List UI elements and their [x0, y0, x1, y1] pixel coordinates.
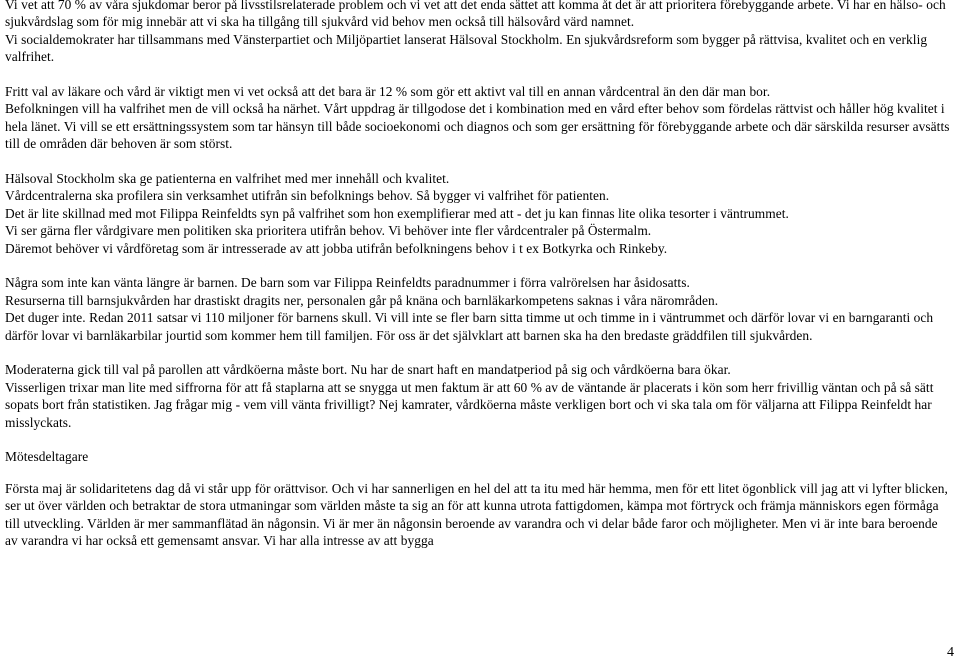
sentence: Fritt val av läkare och vård är viktigt men vi vet också att det bara är 12 % som gör ett aktivt val till en annan vårdcentral än den där man bor.	[5, 84, 771, 100]
sentence: Befolkningen vill ha valfrihet men de vill också ha närhet.	[5, 101, 321, 117]
paragraph-health-intro	[5, 0, 953, 66]
line: Visserligen trixar man lite med siffrorna för att få staplarna att se snygga ut men faktum är att 60 % av de väntande är placerats i kön som herr frivillig väntan och på så sätt sopats bort från statistiken. Jag frågar mig - vem vill vänta frivilligt? Nej kamrater, vårdköerna måste verkligen bort och vi ska tala om för väljarna att Filippa Reinfeldt har misslyckats.	[5, 379, 934, 430]
paragraph-free-choice	[5, 83, 953, 153]
sentence: Vårt uppdrag är tillgodose det i kombination med en vård efter behov som fördelas rättvist och håller hög kvalitet i hela länet.	[5, 101, 945, 134]
page-number: 4	[947, 645, 954, 660]
line: Resurserna till barnsjukvården har drastiskt dragits ner, personalen går på knäna och barnläkarkompetens saknas i våra närområden.	[5, 292, 719, 308]
sentence: Vi socialdemokrater har tillsammans med Vänsterpartiet och Miljöpartiet lanserat Hälsoval Stockholm.	[5, 31, 563, 47]
section-heading: Mötesdeltagare	[5, 449, 89, 465]
line: Däremot behöver vi vårdföretag som är intresserade av att jobba utifrån befolkningens behov i t ex Botkyrka och Rinkeby.	[5, 240, 668, 256]
line: Hälsoval Stockholm ska ge patienterna en valfrihet med mer innehåll och kvalitet.	[5, 171, 450, 187]
paragraph-solidarity: Första maj är solidaritetens dag då vi står upp för orättvisor. Och vi har sannerligen en hel del att ta itu med här hemma, men för ett litet ögonblick vill jag att vi lyfter blicken, ser ut över världen och betraktar de stora utmaningar som världen måste ta sig an för att kunna utrota fattigdomen, kämpa mot förtryck och främja människors egen förmåga till utveckling. Världen är mer sammanflätad än någonsin. Vi är mer än någonsin beroende av varandra och vi delar både faror och möjligheter. Men vi är inte bara beroende av varandra vi har också ett gemensamt ansvar. Vi har alla intresse av att bygga	[5, 480, 948, 549]
line: Det är lite skillnad med mot Filippa Reinfeldts syn på valfrihet som hon exemplifierar med att - det ju kan finnas lite olika tesorter i väntrummet.	[5, 205, 789, 221]
sentence: Vi vet att 70 % av våra sjukdomar beror på livsstilsrelaterade problem och vi vet att det enda sättet att komma åt det är att prioritera förebyggande arbete. Vi har en hälso- och sjukvårdslag som för mig innebär att vi ska ha tillgång till sjukvård vid behov men också till hälsovård värd namnet.	[5, 0, 946, 30]
line: Vi ser gärna fler vårdgivare men politiken ska prioritera utifrån behov. Vi behöver inte fler vårdcentraler på Östermalm.	[5, 223, 652, 239]
sentence: En sjukvårdsreform som bygger på rättvisa, kvalitet och en verklig valfrihet.	[5, 31, 928, 65]
paragraph-queues	[5, 361, 953, 431]
document-page	[5, 0, 953, 550]
line: Det duger inte. Redan 2011 satsar vi 110 miljoner för barnens skull. Vi vill inte se fler barn sitta timme ut och timme in i väntrummet och därför lovar vi en barngaranti och därför lovar vi barnläkarbilar jourtid som kommer hem till familjen. För oss är det självklart att barnen ska ha den bredaste gräddfilen till sjukvården.	[5, 310, 934, 343]
line: Moderaterna gick till val på parollen att vårdköerna måste bort. Nu har de snart haft en mandatperiod på sig och vårdköerna bara ökar.	[5, 362, 731, 378]
paragraph-halsoval	[5, 170, 953, 257]
paragraph-children	[5, 274, 953, 344]
line: Några som inte kan vänta längre är barnen. De barn som var Filippa Reinfeldts paradnummer i förra valrörelsen har åsidosatts.	[5, 275, 690, 291]
sentence: Vi vill se ett ersättningssystem som tar hänsyn till både socioekonomi och diagnos och som ger ersättning för förebyggande arbete och där särskilda resurser avsätts till de områden där behoven är som störst.	[5, 118, 950, 152]
line: Vårdcentralerna ska profilera sin verksamhet utifrån sin befolknings behov. Så bygger vi valfrihet för patienten.	[5, 188, 610, 204]
